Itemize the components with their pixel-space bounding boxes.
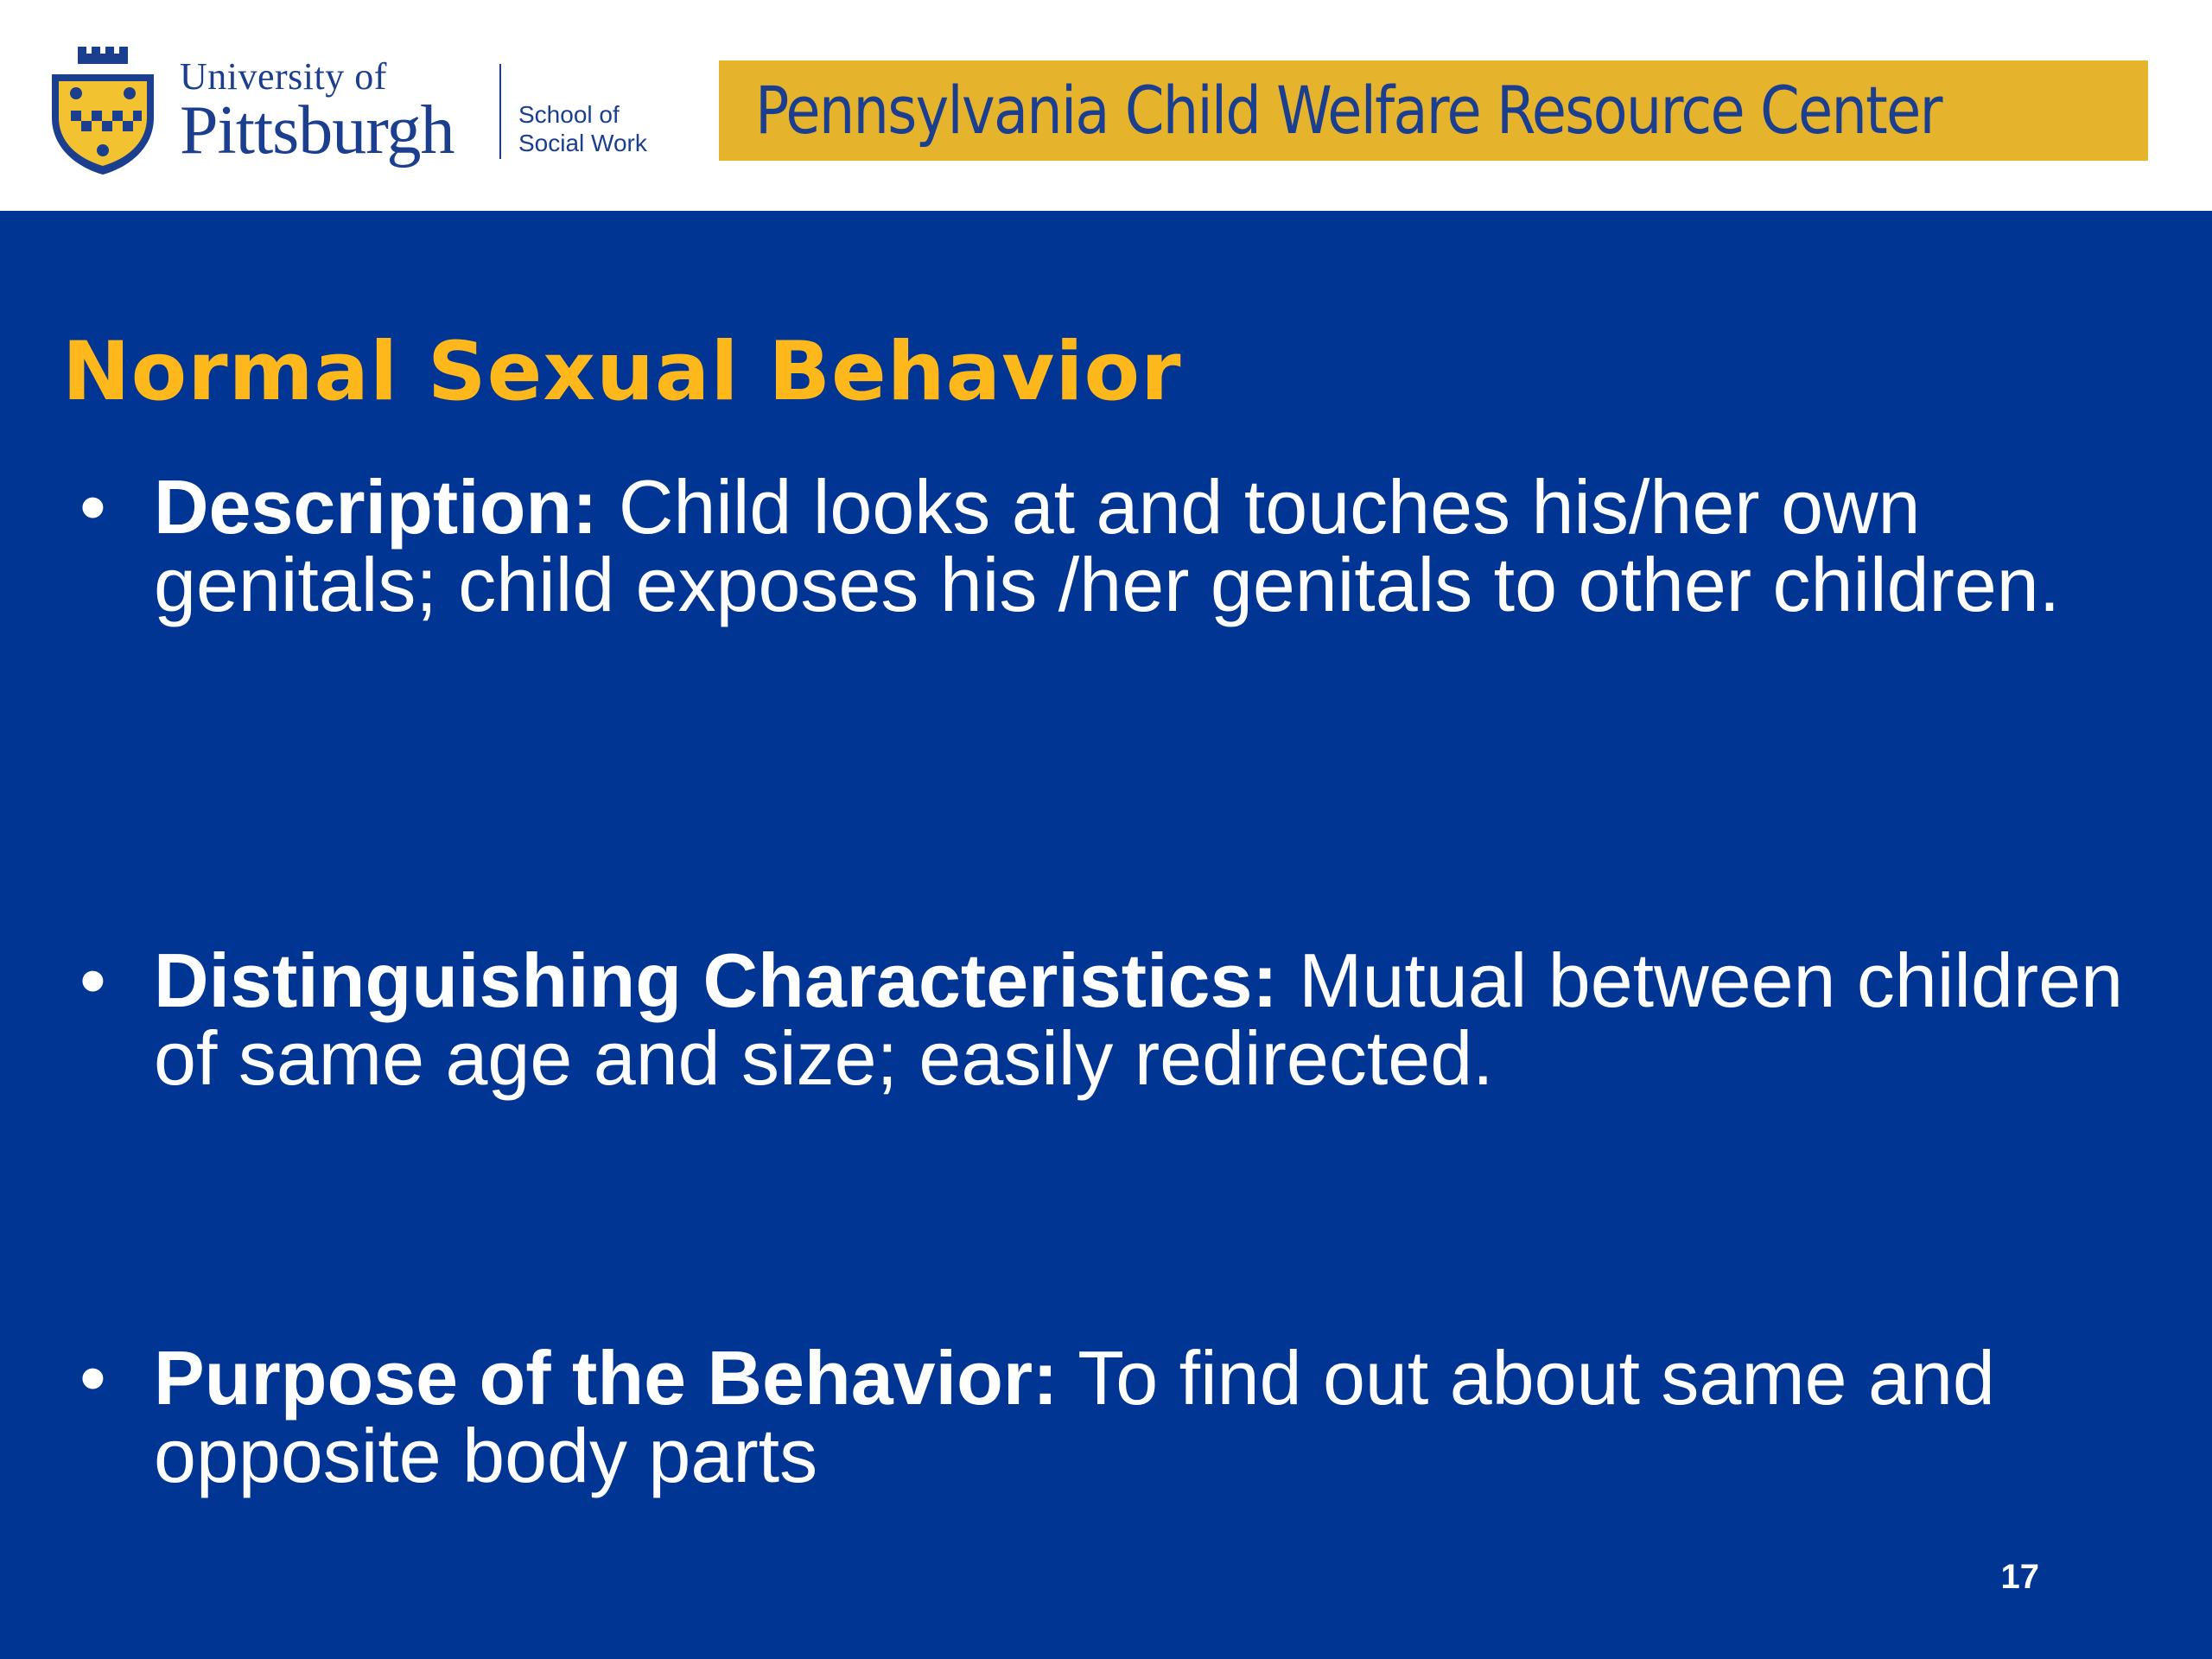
banner-title: Pennsylvania Child Welfare Resource Center: [755, 72, 1942, 149]
logo-divider: [499, 64, 501, 159]
bullet-item: [79, 938, 2153, 1101]
bullet-description: To find out about same and opposite body parts: [154, 1335, 1995, 1498]
resource-center-banner: [719, 60, 2148, 161]
slide-body: [0, 211, 2212, 1659]
school-name-line1: School of: [518, 101, 620, 128]
bullet-text: [154, 464, 2153, 627]
university-name-line2: Pittsburgh: [180, 92, 454, 168]
slide-title: Normal Sexual Behavior: [62, 325, 1182, 419]
bullet-dot: •: [79, 1335, 106, 1421]
bullet-term: Distinguishing Characteristics:: [154, 938, 1278, 1023]
bullet-item: [79, 464, 2153, 627]
school-name-line2: Social Work: [518, 130, 647, 156]
bullet-text: [154, 938, 2153, 1101]
bullet-description: Mutual between children of same age and size; easily redirected.: [154, 938, 2124, 1101]
university-wordmark: [180, 55, 454, 168]
page-number: 17: [2000, 1558, 2039, 1596]
university-name-line1: University of: [180, 55, 387, 98]
slide-header: [0, 0, 2212, 211]
university-logo: [48, 38, 671, 176]
bullet-term: Description:: [154, 464, 598, 550]
bullet-dot: •: [79, 464, 106, 550]
bullet-term: Purpose of the Behavior:: [154, 1335, 1058, 1421]
bullet-description: Child looks at and touches his/her own genitals; child exposes his /her genitals to other children.: [154, 464, 2061, 627]
school-name: [518, 100, 647, 157]
bullet-text: [154, 1335, 2153, 1498]
bullet-dot: •: [79, 938, 106, 1023]
bullet-item: [79, 1335, 2153, 1498]
pitt-shield-icon: [48, 38, 157, 175]
